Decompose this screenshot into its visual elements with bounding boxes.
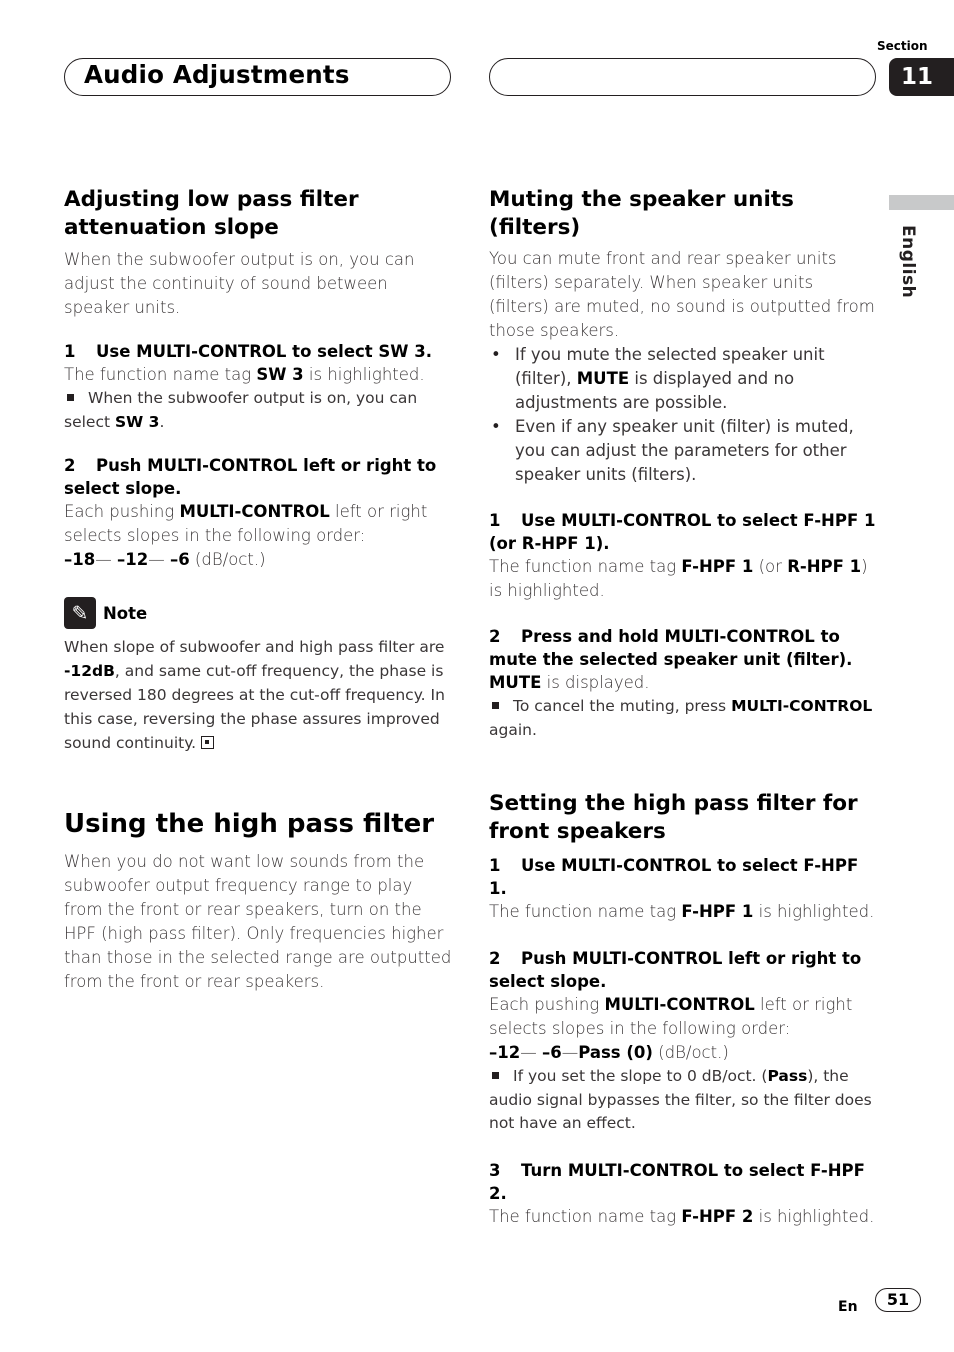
lpf-slope-order: –18— –12— –6 (dB/oct.) xyxy=(64,550,266,569)
list-item: • If you mute the selected speaker unit (filter), MUTE is displayed and no adjustments are possible. xyxy=(489,343,877,415)
mute-step-2: 2 Press and hold MULTI-CONTROL to mute the selected speaker unit (filter). xyxy=(489,627,853,669)
lpf-intro: When the subwoofer output is on, you can adjust the continuity of sound between speaker units. xyxy=(64,250,415,317)
front-step-2: 2 Push MULTI-CONTROL left or right to select slope. xyxy=(489,949,862,991)
square-bullet-icon xyxy=(67,394,74,401)
right-column xyxy=(489,186,877,1229)
page-number: 51 xyxy=(875,1288,921,1312)
header-blank-frame xyxy=(489,58,876,96)
language-tab-label: English xyxy=(898,225,918,299)
front-step-3: 3 Turn MULTI-CONTROL to select F-HPF 2. xyxy=(489,1160,865,1203)
end-of-section-icon xyxy=(201,736,214,749)
hpf-intro: When you do not want low sounds from the subwoofer output frequency range to play from the front or rear speakers, turn on the HPF (high pass filter). Only frequencies higher than those in the selected range are outputted from the front or rear speakers. xyxy=(64,852,452,991)
hpf-heading: Using the high pass filter xyxy=(64,809,435,839)
front-step-2-text: Each pushing MULTI-CONTROL left or right selects slopes in the following order: xyxy=(489,995,853,1038)
mute-intro: You can mute front and rear speaker units (filters) separately. When speaker units (filters) are muted, no sound is outputted from those speakers. xyxy=(489,249,875,340)
square-bullet-icon xyxy=(492,1072,499,1079)
mute-step-1: 1 Use MULTI-CONTROL to select F-HPF 1 (or R-HPF 1). xyxy=(489,511,876,553)
section-label: Section xyxy=(877,39,928,53)
lpf-step-2-text: Each pushing MULTI-CONTROL left or right selects slopes in the following order: xyxy=(64,502,428,545)
mute-step-2-text: MUTE is displayed. xyxy=(489,673,650,692)
left-column xyxy=(64,186,452,994)
lpf-step-1-note: When the subwoofer output is on, you can select SW 3. xyxy=(64,389,418,431)
mute-heading: Muting the speaker units (filters) xyxy=(489,187,794,240)
mute-step-2-note: To cancel the muting, press MULTI-CONTROL again. xyxy=(489,697,873,739)
note-header xyxy=(64,597,452,629)
front-step-3-text: The function name tag F-HPF 2 is highlighted. xyxy=(489,1206,875,1226)
language-tab-bar xyxy=(889,195,954,210)
mute-bullet-list xyxy=(489,343,877,487)
front-slope-order: –12— –6—Pass (0) (dB/oct.) xyxy=(489,1043,729,1062)
lpf-step-1-text: The function name tag SW 3 is highlighted. xyxy=(64,365,425,384)
note-label: Note xyxy=(103,603,148,623)
lpf-heading: Adjusting low pass filter attenuation slope xyxy=(64,187,359,240)
front-step-1-text: The function name tag F-HPF 1 is highlighted. xyxy=(489,902,875,921)
section-number-tab: 11 xyxy=(889,58,954,96)
lpf-step-1: 1 Use MULTI-CONTROL to select SW 3. xyxy=(64,342,433,361)
page-title: Audio Adjustments xyxy=(84,60,350,89)
front-hpf-heading: Setting the high pass filter for front speakers xyxy=(489,791,858,844)
lpf-step-2: 2 Push MULTI-CONTROL left or right to select slope. xyxy=(64,456,437,498)
note-text: When slope of subwoofer and high pass filter are -12dB, and same cut-off frequency, the phase is reversed 180 degrees at the cut-off frequency. In this case, reversing the phase assures improved sound continuity. xyxy=(64,638,445,752)
footer-language: En xyxy=(838,1299,858,1315)
pencil-icon: ✎ xyxy=(64,597,96,629)
mute-step-1-text: The function name tag F-HPF 1 (or R-HPF 1) is highlighted. xyxy=(489,557,868,600)
square-bullet-icon xyxy=(492,702,499,709)
front-step-2-note: If you set the slope to 0 dB/oct. (Pass), the audio signal bypasses the filter, so the filter does not have an effect. xyxy=(489,1067,872,1132)
list-item: • Even if any speaker unit (filter) is muted, you can adjust the parameters for other speaker units (filters). xyxy=(489,415,877,487)
front-step-1: 1 Use MULTI-CONTROL to select F-HPF 1. xyxy=(489,856,859,898)
